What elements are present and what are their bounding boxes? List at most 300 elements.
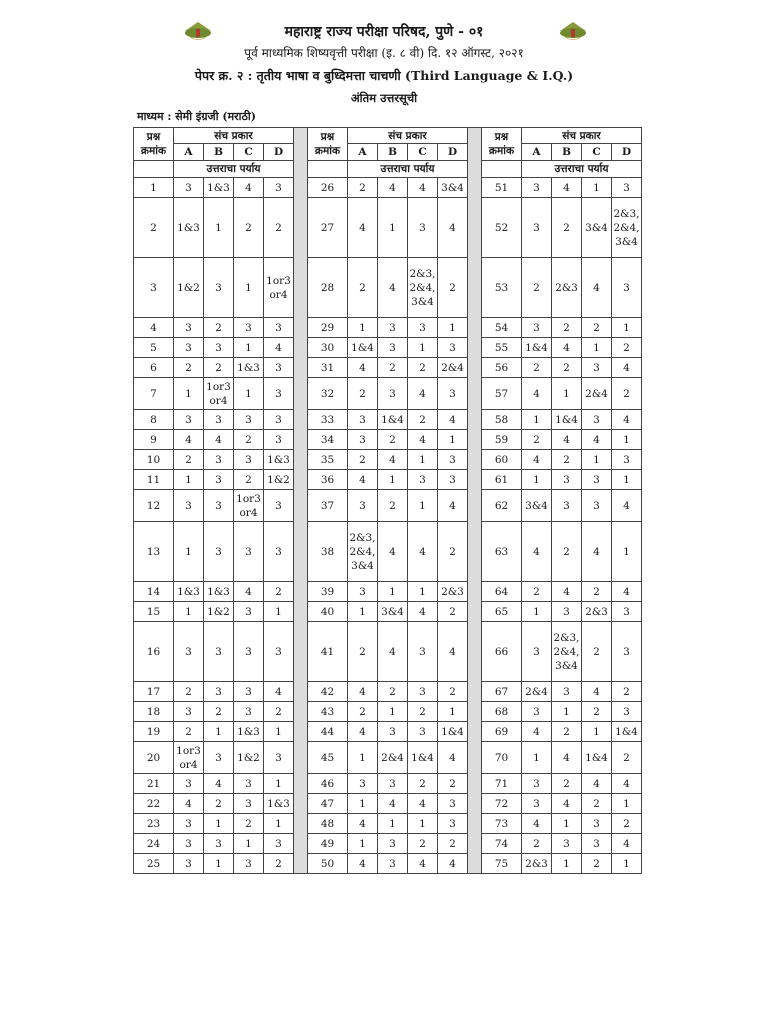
answer-cell-c: 4 (408, 602, 438, 622)
answer-cell-c: 4 (582, 430, 612, 450)
answer-cell-b: 2 (552, 774, 582, 794)
answer-cell-a: 2 (174, 358, 204, 378)
table-row (134, 582, 642, 602)
answer-cell-c: 3 (234, 682, 264, 702)
answer-cell-d: 1&3 (264, 450, 294, 470)
answer-cell-d: 2 (438, 774, 468, 794)
table-row (134, 522, 642, 582)
answer-cell-d: 3 (264, 358, 294, 378)
answer-cell-d: 3 (264, 178, 294, 198)
answer-cell-c: 2 (408, 702, 438, 722)
answer-cell-d: 1 (438, 430, 468, 450)
answer-cell-c: 2 (582, 582, 612, 602)
answer-cell-a: 3 (174, 774, 204, 794)
answer-cell-d: 1 (264, 814, 294, 834)
answer-cell-c: 3 (408, 318, 438, 338)
answer-cell-d: 4 (612, 490, 642, 522)
question-number-cell: 38 (308, 522, 348, 582)
answer-cell-a: 3 (522, 774, 552, 794)
answer-cell-b: 3 (378, 318, 408, 338)
answer-cell-c: 4 (408, 854, 438, 874)
question-number-cell: 12 (134, 490, 174, 522)
answer-cell-b: 3 (204, 682, 234, 702)
answer-cell-d: 4 (438, 622, 468, 682)
answer-cell-a: 3 (174, 318, 204, 338)
answer-cell-a: 2 (522, 258, 552, 318)
answer-cell-c: 1&3 (234, 358, 264, 378)
question-number-cell: 63 (482, 522, 522, 582)
answer-cell-a: 2 (522, 834, 552, 854)
answer-cell-c: 4 (408, 522, 438, 582)
answer-cell-b: 3 (378, 854, 408, 874)
question-number-cell: 49 (308, 834, 348, 854)
question-number-cell: 20 (134, 742, 174, 774)
answer-options-header: उत्तराचा पर्याय (348, 161, 468, 178)
set-c-header: C (582, 144, 612, 161)
table-row (134, 682, 642, 702)
question-number-cell: 72 (482, 794, 522, 814)
answer-cell-d: 2&3 (438, 582, 468, 602)
column-separator (468, 128, 482, 874)
answer-cell-b: 3 (552, 682, 582, 702)
question-number-cell: 11 (134, 470, 174, 490)
answer-cell-b: 2 (552, 318, 582, 338)
answer-cell-b: 1 (378, 198, 408, 258)
question-number-cell: 3 (134, 258, 174, 318)
answer-cell-b: 1&3 (204, 178, 234, 198)
answer-cell-d: 3 (264, 410, 294, 430)
answer-cell-d: 4 (612, 582, 642, 602)
answer-cell-a: 1 (174, 522, 204, 582)
answer-cell-a: 3 (174, 622, 204, 682)
answer-cell-a: 3 (174, 834, 204, 854)
answer-cell-d: 4 (612, 774, 642, 794)
answer-cell-a: 2 (348, 258, 378, 318)
question-number-cell: 65 (482, 602, 522, 622)
answer-cell-c: 1 (582, 178, 612, 198)
answer-cell-b: 4 (552, 742, 582, 774)
answer-cell-c: 4 (582, 682, 612, 702)
question-number-cell: 62 (482, 490, 522, 522)
question-number-cell: 42 (308, 682, 348, 702)
answer-cell-d: 1 (612, 430, 642, 450)
answer-cell-d: 3 (612, 178, 642, 198)
answer-cell-b: 3 (552, 602, 582, 622)
answer-cell-d: 3 (264, 834, 294, 854)
answer-cell-b: 1 (552, 378, 582, 410)
set-a-header: A (174, 144, 204, 161)
answer-cell-c: 3 (582, 470, 612, 490)
answer-cell-b: 2&4 (378, 742, 408, 774)
answer-cell-d: 3 (612, 450, 642, 470)
table-row (134, 602, 642, 622)
answer-cell-a: 3 (522, 702, 552, 722)
answer-cell-d: 1 (612, 522, 642, 582)
question-number-cell: 26 (308, 178, 348, 198)
question-number-cell: 17 (134, 682, 174, 702)
answer-cell-d: 2 (438, 834, 468, 854)
answer-cell-b: 3 (204, 410, 234, 430)
answer-cell-b: 2 (378, 490, 408, 522)
answer-cell-c: 3 (234, 854, 264, 874)
answer-cell-c: 2 (234, 430, 264, 450)
question-number-cell: 37 (308, 490, 348, 522)
answer-cell-b: 2 (204, 318, 234, 338)
set-b-header: B (552, 144, 582, 161)
answer-cell-b: 3 (378, 722, 408, 742)
answer-cell-d: 4 (438, 854, 468, 874)
answer-cell-c: 3 (582, 358, 612, 378)
answer-cell-d: 4 (264, 682, 294, 702)
answer-cell-b: 2 (552, 722, 582, 742)
answer-cell-b: 1 (552, 854, 582, 874)
answer-cell-c: 3 (234, 602, 264, 622)
answer-key-table (133, 127, 642, 874)
answer-cell-a: 1 (522, 602, 552, 622)
answer-cell-d: 2 (264, 198, 294, 258)
question-number-header: प्रश्न क्रमांक (482, 128, 522, 161)
answer-cell-b: 1 (204, 198, 234, 258)
answer-cell-d: 3 (612, 622, 642, 682)
answer-cell-a: 4 (174, 794, 204, 814)
answer-cell-c: 1 (408, 814, 438, 834)
set-type-header: संच प्रकार (348, 128, 468, 144)
answer-cell-c: 3 (234, 410, 264, 430)
answer-cell-c: 2 (408, 774, 438, 794)
answer-cell-c: 2 (582, 794, 612, 814)
question-number-cell: 2 (134, 198, 174, 258)
question-number-cell: 50 (308, 854, 348, 874)
question-number-cell: 31 (308, 358, 348, 378)
answer-cell-a: 2 (348, 702, 378, 722)
answer-cell-c: 3 (408, 622, 438, 682)
answer-cell-c: 3 (234, 774, 264, 794)
answer-cell-c: 4 (408, 178, 438, 198)
answer-options-header: उत्तराचा पर्याय (522, 161, 642, 178)
answer-cell-d: 4 (612, 834, 642, 854)
answer-cell-b: 1&3 (204, 582, 234, 602)
answer-cell-a: 4 (348, 682, 378, 702)
question-number-cell: 73 (482, 814, 522, 834)
answer-cell-d: 3 (264, 490, 294, 522)
table-row (134, 794, 642, 814)
answer-cell-d: 4 (438, 490, 468, 522)
answer-cell-c: 3 (408, 198, 438, 258)
answer-cell-d: 1&3 (264, 794, 294, 814)
answer-cell-c: 3 (234, 622, 264, 682)
question-number-cell: 22 (134, 794, 174, 814)
answer-cell-a: 4 (522, 378, 552, 410)
question-number-cell: 47 (308, 794, 348, 814)
answer-cell-b: 2 (378, 430, 408, 450)
table-row (134, 430, 642, 450)
answer-cell-d: 1 (438, 702, 468, 722)
answer-cell-c: 4 (582, 774, 612, 794)
answer-cell-a: 3 (348, 430, 378, 450)
answer-cell-d: 2 (438, 258, 468, 318)
answer-cell-a: 1 (348, 794, 378, 814)
answer-cell-a: 4 (348, 198, 378, 258)
answer-cell-b: 4 (552, 794, 582, 814)
answer-cell-d: 1&4 (438, 722, 468, 742)
answer-cell-a: 2 (348, 450, 378, 470)
answer-cell-b: 3 (204, 522, 234, 582)
answer-cell-a: 2&3, 2&4, 3&4 (348, 522, 378, 582)
answer-cell-b: 3 (378, 774, 408, 794)
answer-cell-c: 1 (408, 450, 438, 470)
answer-cell-b: 4 (378, 178, 408, 198)
answer-cell-d: 3&4 (438, 178, 468, 198)
answer-cell-b: 2 (552, 358, 582, 378)
answer-cell-c: 1 (234, 378, 264, 410)
answer-cell-a: 3 (522, 178, 552, 198)
answer-cell-c: 3 (582, 490, 612, 522)
table-row (134, 742, 642, 774)
answer-cell-a: 1 (348, 602, 378, 622)
answer-cell-d: 4 (612, 358, 642, 378)
answer-cell-d: 2 (438, 522, 468, 582)
answer-cell-a: 3 (174, 490, 204, 522)
answer-cell-c: 3 (408, 722, 438, 742)
answer-cell-b: 3 (204, 470, 234, 490)
answer-cell-c: 3&4 (582, 198, 612, 258)
question-number-cell: 56 (482, 358, 522, 378)
question-number-cell: 74 (482, 834, 522, 854)
table-row (134, 318, 642, 338)
answer-cell-b: 3 (378, 378, 408, 410)
answer-cell-a: 1or3 or4 (174, 742, 204, 774)
question-number-cell: 59 (482, 430, 522, 450)
table-row (134, 258, 642, 318)
answer-cell-b: 3 (204, 622, 234, 682)
question-number-cell: 53 (482, 258, 522, 318)
table-row (134, 854, 642, 874)
answer-cell-d: 4 (438, 198, 468, 258)
question-number-cell: 35 (308, 450, 348, 470)
answer-cell-a: 2 (522, 358, 552, 378)
answer-cell-a: 1 (348, 834, 378, 854)
answer-cell-c: 3 (234, 450, 264, 470)
question-number-cell: 14 (134, 582, 174, 602)
answer-cell-b: 3 (204, 490, 234, 522)
answer-cell-a: 3 (348, 774, 378, 794)
answer-cell-c: 2 (582, 318, 612, 338)
question-number-cell: 46 (308, 774, 348, 794)
answer-cell-b: 4 (204, 430, 234, 450)
answer-cell-c: 1 (234, 834, 264, 854)
exam-title: पूर्व माध्यमिक शिष्यवृत्ती परीक्षा (इ. ८ वी) दि. १२ ऑगस्ट, २०२१ (244, 46, 524, 60)
answer-cell-b: 4 (552, 582, 582, 602)
answer-cell-a: 3 (174, 178, 204, 198)
answer-cell-d: 3 (612, 258, 642, 318)
answer-cell-b: 3 (552, 834, 582, 854)
answer-cell-c: 2 (582, 622, 612, 682)
question-number-cell: 67 (482, 682, 522, 702)
answer-cell-d: 3 (438, 450, 468, 470)
table-row (134, 490, 642, 522)
question-number-cell: 66 (482, 622, 522, 682)
answer-cell-d: 3 (612, 702, 642, 722)
answer-cell-b: 1 (204, 854, 234, 874)
answer-cell-d: 2&4 (438, 358, 468, 378)
question-number-cell: 68 (482, 702, 522, 722)
question-number-cell: 48 (308, 814, 348, 834)
answer-cell-b: 1 (204, 814, 234, 834)
question-number-cell: 58 (482, 410, 522, 430)
answer-cell-c: 2 (234, 198, 264, 258)
answer-cell-d: 3 (264, 622, 294, 682)
answer-cell-c: 4 (408, 378, 438, 410)
question-number-cell: 7 (134, 378, 174, 410)
question-number-header: प्रश्न क्रमांक (134, 128, 174, 161)
question-number-cell: 16 (134, 622, 174, 682)
question-number-cell: 32 (308, 378, 348, 410)
set-a-header: A (348, 144, 378, 161)
set-c-header: C (408, 144, 438, 161)
table-row (134, 410, 642, 430)
answer-cell-c: 4 (234, 582, 264, 602)
question-number-cell: 13 (134, 522, 174, 582)
answer-cell-a: 3 (522, 318, 552, 338)
question-number-cell: 29 (308, 318, 348, 338)
answer-cell-d: 2 (438, 682, 468, 702)
answer-cell-b: 2 (552, 522, 582, 582)
answer-cell-a: 2&4 (522, 682, 552, 702)
question-number-cell: 55 (482, 338, 522, 358)
set-a-header: A (522, 144, 552, 161)
answer-cell-a: 4 (348, 358, 378, 378)
answer-cell-b: 2&3 (552, 258, 582, 318)
answer-cell-d: 2 (612, 742, 642, 774)
answer-cell-c: 1&3 (234, 722, 264, 742)
answer-cell-d: 4 (438, 742, 468, 774)
answer-cell-d: 1 (612, 318, 642, 338)
answer-cell-a: 3 (174, 702, 204, 722)
table-row (134, 450, 642, 470)
answer-cell-b: 2&3, 2&4, 3&4 (552, 622, 582, 682)
medium-label: माध्यम : सेमी इंग्रजी (मराठी) (137, 110, 256, 123)
answer-cell-d: 2 (264, 582, 294, 602)
table-row (134, 470, 642, 490)
question-number-cell: 18 (134, 702, 174, 722)
question-number-cell: 1 (134, 178, 174, 198)
question-number-cell: 6 (134, 358, 174, 378)
answer-cell-d: 2 (612, 814, 642, 834)
answer-cell-d: 3 (264, 378, 294, 410)
answer-cell-c: 3 (234, 702, 264, 722)
question-number-cell: 19 (134, 722, 174, 742)
question-number-cell: 44 (308, 722, 348, 742)
answer-cell-d: 2 (264, 702, 294, 722)
question-number-cell: 27 (308, 198, 348, 258)
answer-cell-b: 1 (552, 814, 582, 834)
question-number-header-blank (134, 161, 174, 178)
answer-cell-a: 2 (348, 622, 378, 682)
answer-cell-d: 3 (438, 378, 468, 410)
question-number-header-blank (308, 161, 348, 178)
answer-cell-a: 1&4 (348, 338, 378, 358)
answer-cell-c: 1 (582, 338, 612, 358)
answer-cell-d: 2 (438, 602, 468, 622)
answer-cell-c: 1&4 (582, 742, 612, 774)
answer-cell-b: 3 (204, 258, 234, 318)
answer-cell-b: 4 (378, 258, 408, 318)
answer-key-title: अंतिम उत्तरसूची (350, 91, 418, 105)
answer-cell-c: 1 (408, 582, 438, 602)
answer-cell-a: 1 (348, 318, 378, 338)
table-row (134, 702, 642, 722)
answer-cell-a: 1 (522, 742, 552, 774)
answer-cell-d: 3 (264, 522, 294, 582)
answer-cell-c: 1or3 or4 (234, 490, 264, 522)
question-number-header: प्रश्न क्रमांक (308, 128, 348, 161)
answer-cell-a: 3&4 (522, 490, 552, 522)
question-number-cell: 23 (134, 814, 174, 834)
answer-cell-d: 3 (264, 430, 294, 450)
answer-cell-b: 1 (378, 814, 408, 834)
question-number-cell: 15 (134, 602, 174, 622)
answer-cell-b: 2 (204, 702, 234, 722)
answer-cell-c: 2&3, 2&4, 3&4 (408, 258, 438, 318)
answer-cell-a: 4 (522, 722, 552, 742)
answer-cell-b: 4 (378, 794, 408, 814)
answer-cell-c: 4 (582, 522, 612, 582)
question-number-cell: 33 (308, 410, 348, 430)
answer-cell-c: 3 (234, 522, 264, 582)
question-number-cell: 39 (308, 582, 348, 602)
answer-cell-a: 3 (348, 582, 378, 602)
answer-cell-a: 3 (522, 794, 552, 814)
answer-cell-b: 4 (552, 178, 582, 198)
answer-cell-c: 1&2 (234, 742, 264, 774)
question-number-cell: 69 (482, 722, 522, 742)
answer-cell-b: 3 (204, 338, 234, 358)
answer-options-header: उत्तराचा पर्याय (174, 161, 294, 178)
answer-cell-b: 1 (378, 702, 408, 722)
question-number-header-blank (482, 161, 522, 178)
answer-cell-a: 3 (174, 854, 204, 874)
answer-cell-c: 4 (408, 430, 438, 450)
answer-cell-c: 3 (582, 834, 612, 854)
answer-cell-d: 1&2 (264, 470, 294, 490)
answer-cell-b: 1&4 (378, 410, 408, 430)
question-number-cell: 52 (482, 198, 522, 258)
answer-cell-a: 1 (348, 742, 378, 774)
set-d-header: D (264, 144, 294, 161)
question-number-cell: 40 (308, 602, 348, 622)
question-number-cell: 45 (308, 742, 348, 774)
answer-cell-b: 2 (204, 358, 234, 378)
answer-cell-a: 4 (522, 814, 552, 834)
set-d-header: D (612, 144, 642, 161)
answer-cell-a: 3 (174, 814, 204, 834)
answer-cell-a: 4 (174, 430, 204, 450)
answer-cell-a: 1 (174, 602, 204, 622)
answer-cell-c: 3 (234, 318, 264, 338)
answer-cell-d: 1&4 (612, 722, 642, 742)
table-row (134, 834, 642, 854)
answer-cell-c: 1&4 (408, 742, 438, 774)
table-row (134, 774, 642, 794)
question-number-cell: 60 (482, 450, 522, 470)
question-number-cell: 51 (482, 178, 522, 198)
answer-cell-a: 3 (348, 410, 378, 430)
answer-cell-d: 2&3, 2&4, 3&4 (612, 198, 642, 258)
question-number-cell: 28 (308, 258, 348, 318)
answer-cell-c: 3 (234, 794, 264, 814)
paper-title: पेपर क्र. २ : तृतीय भाषा व बुध्दिमत्ता चाचणी (Third Language & I.Q.) (194, 68, 574, 83)
answer-cell-d: 2 (612, 338, 642, 358)
